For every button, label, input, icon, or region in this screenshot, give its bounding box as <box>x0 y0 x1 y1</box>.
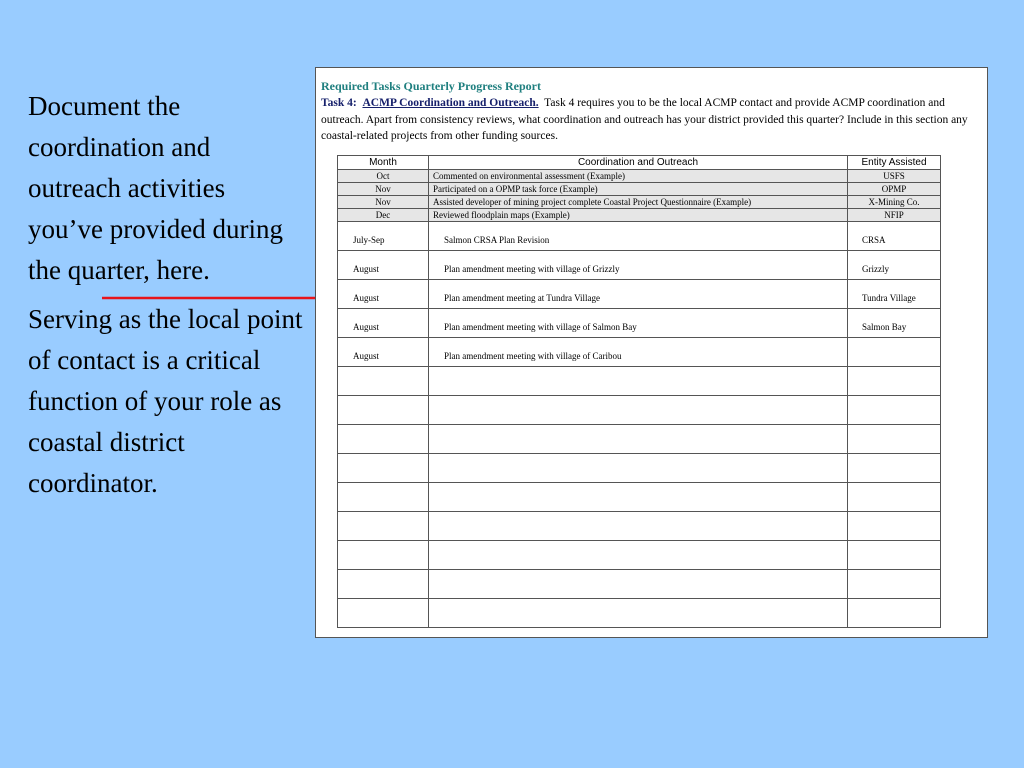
entity-text: Salmon Bay <box>862 322 907 332</box>
entity-cell[interactable] <box>848 483 941 512</box>
entity-cell: OPMP <box>848 183 941 196</box>
month-cell[interactable] <box>338 483 429 512</box>
month-cell: Oct <box>338 170 429 183</box>
empty-row[interactable] <box>338 454 941 483</box>
entity-cell[interactable] <box>848 280 941 309</box>
month-cell: Dec <box>338 209 429 222</box>
activity-text: Plan amendment meeting with village of Grizzly <box>444 264 620 274</box>
entity-cell: USFS <box>848 170 941 183</box>
entity-cell[interactable] <box>848 570 941 599</box>
empty-row[interactable] <box>338 367 941 396</box>
empty-row[interactable] <box>338 512 941 541</box>
entity-cell[interactable] <box>848 454 941 483</box>
entity-cell[interactable] <box>848 309 941 338</box>
activity-text: Plan amendment meeting with village of Caribou <box>444 351 622 361</box>
entity-cell[interactable] <box>848 425 941 454</box>
activity-cell[interactable] <box>429 309 848 338</box>
empty-row[interactable] <box>338 599 941 628</box>
month-text: August <box>353 264 380 274</box>
progress-report <box>315 67 988 638</box>
coordination-header: Coordination and Outreach <box>429 156 848 170</box>
instruction-paragraph: Document the coordination and outreach activities you’ve provided during the quarter, here. <box>28 91 283 285</box>
entity-cell[interactable] <box>848 396 941 425</box>
entity-cell: NFIP <box>848 209 941 222</box>
month-cell[interactable] <box>338 599 429 628</box>
month-cell[interactable] <box>338 425 429 454</box>
entity-cell[interactable] <box>848 251 941 280</box>
entity-cell[interactable] <box>848 338 941 367</box>
activity-cell[interactable] <box>429 541 848 570</box>
activity-text: Plan amendment meeting at Tundra Village <box>444 293 601 303</box>
entity-cell[interactable] <box>848 541 941 570</box>
entity-header: Entity Assisted <box>848 156 941 170</box>
month-cell[interactable] <box>338 570 429 599</box>
month-text: July-Sep <box>353 235 385 245</box>
month-cell: Nov <box>338 196 429 209</box>
table-header-row <box>338 156 941 170</box>
month-cell[interactable] <box>338 396 429 425</box>
task-description-block <box>321 95 971 145</box>
report-title: Required Tasks Quarterly Progress Report <box>321 79 542 93</box>
activity-cell[interactable] <box>429 367 848 396</box>
month-text: August <box>353 351 380 361</box>
table-row[interactable] <box>338 309 941 338</box>
month-cell[interactable] <box>338 280 429 309</box>
example-row <box>338 196 941 209</box>
activity-cell[interactable] <box>429 396 848 425</box>
activity-cell[interactable] <box>429 280 848 309</box>
activity-cell[interactable] <box>429 425 848 454</box>
entity-text: Tundra Village <box>862 293 916 303</box>
activity-cell[interactable] <box>429 512 848 541</box>
example-row <box>338 209 941 222</box>
table-row[interactable] <box>338 338 941 367</box>
role-paragraph: Serving as the local point of contact is a critical function of your role as coastal district coordinator. <box>28 304 303 498</box>
table-row[interactable] <box>338 280 941 309</box>
month-text: August <box>353 293 380 303</box>
entity-text: Grizzly <box>862 264 889 274</box>
activity-cell[interactable] <box>429 251 848 280</box>
month-cell[interactable] <box>338 541 429 570</box>
entity-text: CRSA <box>862 235 886 245</box>
empty-row[interactable] <box>338 541 941 570</box>
task-link[interactable]: ACMP Coordination and Outreach. <box>362 97 539 109</box>
activity-cell[interactable] <box>429 599 848 628</box>
entity-cell[interactable] <box>848 222 941 251</box>
empty-row[interactable] <box>338 425 941 454</box>
empty-row[interactable] <box>338 570 941 599</box>
month-cell[interactable] <box>338 222 429 251</box>
activity-cell: Assisted developer of mining project complete Coastal Project Questionnaire (Example) <box>429 196 848 209</box>
task-description: Task 4 requires you to be the local ACMP contact and provide ACMP coordination and outreach. Apart from consistency reviews, what coordination and outreach has your district provided this quarter? Include in this section any coastal-related projects from other funding sources. <box>321 97 968 142</box>
entity-cell: X-Mining Co. <box>848 196 941 209</box>
task-label: Task 4: <box>321 97 357 109</box>
month-cell[interactable] <box>338 367 429 396</box>
activity-cell: Participated on a OPMP task force (Example) <box>429 183 848 196</box>
month-cell[interactable] <box>338 454 429 483</box>
activity-text: Salmon CRSA Plan Revision <box>444 235 550 245</box>
activity-cell[interactable] <box>429 222 848 251</box>
month-cell[interactable] <box>338 338 429 367</box>
activity-text: Plan amendment meeting with village of Salmon Bay <box>444 322 637 332</box>
example-row <box>338 170 941 183</box>
entity-cell[interactable] <box>848 512 941 541</box>
activity-cell[interactable] <box>429 454 848 483</box>
month-text: August <box>353 322 380 332</box>
month-cell[interactable] <box>338 251 429 280</box>
entity-text <box>848 338 940 351</box>
activity-cell[interactable] <box>429 483 848 512</box>
activity-cell: Commented on environmental assessment (Example) <box>429 170 848 183</box>
outreach-table <box>337 155 941 628</box>
month-cell: Nov <box>338 183 429 196</box>
entity-cell[interactable] <box>848 599 941 628</box>
empty-row[interactable] <box>338 483 941 512</box>
activity-cell[interactable] <box>429 338 848 367</box>
activity-cell: Reviewed floodplain maps (Example) <box>429 209 848 222</box>
month-cell[interactable] <box>338 512 429 541</box>
month-header: Month <box>338 156 429 170</box>
month-cell[interactable] <box>338 309 429 338</box>
entity-cell[interactable] <box>848 367 941 396</box>
activity-cell[interactable] <box>429 570 848 599</box>
table-row[interactable] <box>338 251 941 280</box>
table-row[interactable] <box>338 222 941 251</box>
empty-row[interactable] <box>338 396 941 425</box>
example-row <box>338 183 941 196</box>
